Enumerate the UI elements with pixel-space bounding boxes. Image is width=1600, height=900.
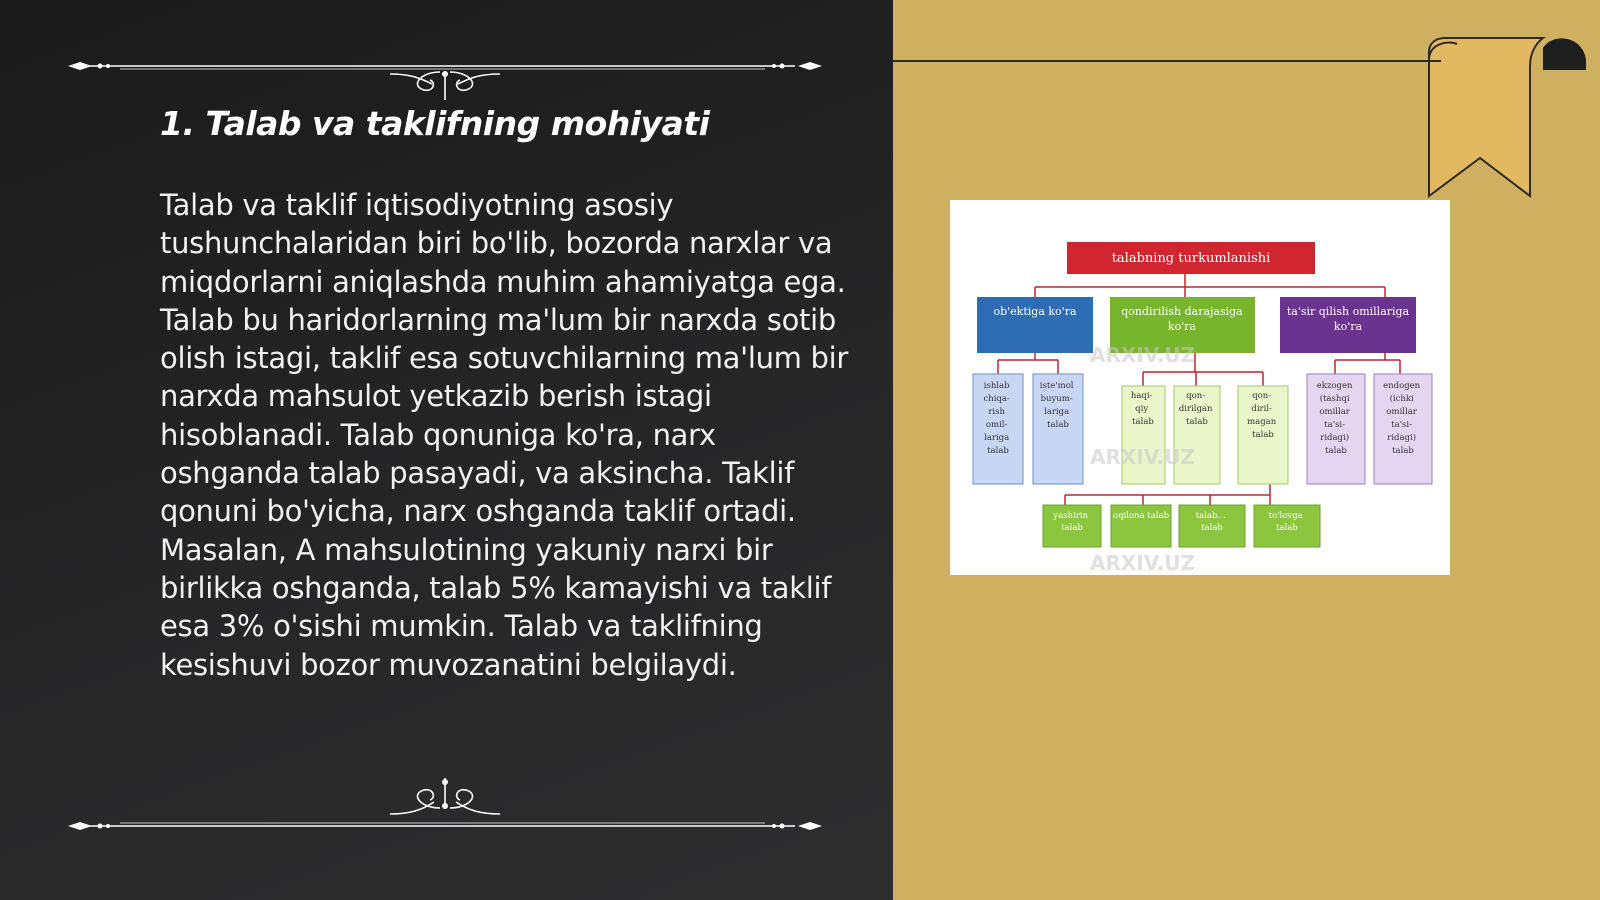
diagram-category-label: ko'ra bbox=[1167, 320, 1197, 333]
diagram-leaf-label: endogen (ichki omillar ta'si- ridagi) talab bbox=[1383, 381, 1421, 456]
diagram-leaf-label: iste'mol buyum- lariga talab bbox=[1039, 381, 1074, 430]
diagram-root-label: talabning turkumlanishi bbox=[1111, 251, 1271, 266]
watermark-text: ARXIV.UZ bbox=[1090, 551, 1195, 575]
diagram-category-label: ob'ektiga ko'ra bbox=[993, 305, 1077, 318]
top-ornament-divider bbox=[60, 30, 830, 100]
bottom-ornament-divider bbox=[60, 778, 830, 848]
diagram-leaf-label: qon- diril- magan talab bbox=[1247, 391, 1277, 440]
diagram-category-label: ta'sir qilish omillariga bbox=[1286, 305, 1410, 318]
diagram-leaf-label: qon- dirilgan talab bbox=[1178, 391, 1213, 427]
diagram-leaf-label: haqi- qiy talab bbox=[1130, 391, 1154, 427]
watermark-text: ARXIV.UZ bbox=[1090, 445, 1195, 469]
diagram-category-label: ko'ra bbox=[1333, 320, 1363, 333]
diagram-bottom-label: talab... talab bbox=[1195, 511, 1226, 533]
diagram-svg bbox=[950, 200, 1450, 575]
header-rule bbox=[893, 60, 1441, 62]
diagram-bottom-row bbox=[1043, 505, 1320, 547]
diagram-leaf-label: ekzogen (tashqi omillar ta'si- ridagi) talab bbox=[1316, 381, 1353, 456]
slide-title: 1. Talab va taklifning mohiyati bbox=[160, 104, 710, 143]
demand-classification-diagram bbox=[950, 200, 1450, 575]
diagram-leaf-label: ishlab chiqa- rish omil- lariga talab bbox=[983, 381, 1010, 456]
watermark-text: ARXIV.UZ bbox=[1090, 343, 1195, 367]
diagram-bottom-label: yashirin talab bbox=[1053, 511, 1088, 533]
diagram-bottom-label: to'lovga talab bbox=[1268, 511, 1303, 533]
diagram-leaves bbox=[973, 374, 1432, 484]
slide-body-text: Talab va taklif iqtisodiyotning asosiy tushunchalaridan biri bo'lib, bozorda narxlar va miqdorlarni aniqlashda muhim ahamiyatga ega. Talab bu haridorlarning ma'lum bir narxda sotib olish istagi, taklif esa sotuvchilarning ma'lum bir narxda mahsulot yetkazib berish istagi hisoblanadi. Talab qonuniga ko'ra, narx oshganda talab pasayadi, va aksincha. Taklif qonuni bo'yicha, narx oshganda taklif ortadi. Masalan, A mahsulotining yakuniy narxi bir birlikka oshganda, talab 5% kamayishi va taklif esa 3% o'sishi mumkin. Talab va taklifning kesishuvi bozor muvozanatini belgilaydi. bbox=[160, 188, 849, 682]
diagram-bottom-label: oqilona talab bbox=[1112, 511, 1170, 521]
diagram-category-label: qondirilish darajasiga bbox=[1121, 305, 1243, 318]
bookmark-ribbon bbox=[1423, 30, 1593, 205]
